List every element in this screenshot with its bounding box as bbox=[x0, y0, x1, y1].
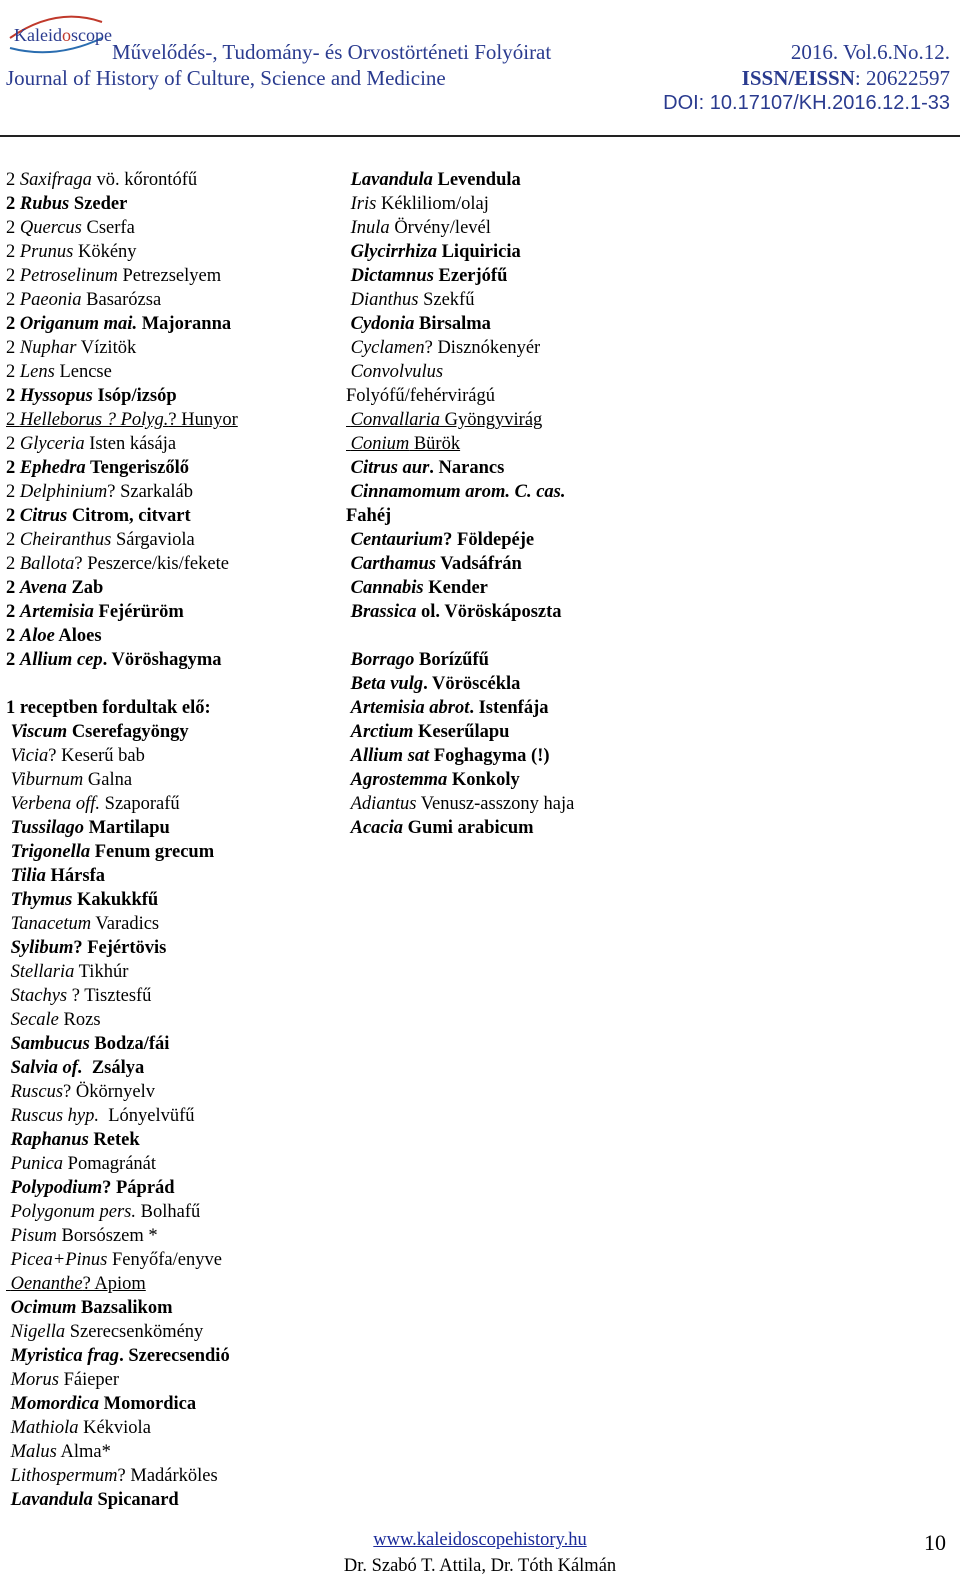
common-name: Aloes bbox=[54, 626, 102, 646]
latin-name: Dianthus bbox=[350, 290, 419, 310]
common-name: . Vöröscékla bbox=[423, 674, 521, 694]
common-name: Folyófű/fehérvirágú bbox=[346, 386, 495, 406]
common-name: ? Fejértövis bbox=[73, 938, 167, 958]
list-item-prefix: 2 bbox=[6, 386, 20, 406]
latin-name: Cyclamen bbox=[350, 338, 425, 358]
latin-name: Delphinium bbox=[19, 482, 108, 502]
latin-name: Ruscus bbox=[10, 1082, 64, 1102]
list-item-prefix: 2 bbox=[6, 602, 20, 622]
page-number: 10 bbox=[924, 1530, 946, 1555]
latin-name: Carthamus bbox=[350, 554, 436, 574]
latin-name: Centaurium bbox=[350, 530, 444, 550]
latin-name: Dictamnus bbox=[350, 266, 434, 286]
journal-doi: DOI: 10.17107/KH.2016.12.1-33 bbox=[663, 92, 950, 114]
common-name: ? Páprád bbox=[102, 1178, 175, 1198]
list-item-prefix: 2 bbox=[6, 170, 20, 190]
common-name: ? Disznókenyér bbox=[424, 338, 541, 358]
latin-name: Lavandula bbox=[10, 1490, 93, 1510]
latin-name: Ephedra bbox=[19, 458, 86, 478]
common-name: Hársfa bbox=[45, 866, 106, 886]
latin-name: Polypodium bbox=[10, 1178, 103, 1198]
list-item bbox=[346, 816, 574, 840]
common-name: . Narancs bbox=[429, 458, 505, 478]
latin-name: Trigonella bbox=[10, 842, 91, 862]
common-name: Fenum grecum bbox=[90, 842, 215, 862]
common-name: Bürök bbox=[409, 434, 461, 454]
list-gap bbox=[6, 672, 238, 696]
list-item bbox=[6, 1344, 238, 1368]
common-name: Rozs bbox=[58, 1010, 101, 1030]
latin-name: Ruscus hyp. bbox=[10, 1106, 99, 1126]
common-name: Konkoly bbox=[447, 770, 520, 790]
latin-name: Nuphar bbox=[19, 338, 77, 358]
list-item bbox=[6, 1176, 238, 1200]
list-item bbox=[346, 792, 574, 816]
list-item-prefix: 2 bbox=[6, 338, 20, 358]
list-item-prefix: 2 bbox=[6, 530, 20, 550]
latin-name: Artemisia abrot bbox=[350, 698, 470, 718]
latin-name: Avena bbox=[19, 578, 67, 598]
list-item bbox=[6, 432, 238, 456]
list-item bbox=[6, 1248, 238, 1272]
list-item bbox=[6, 1416, 238, 1440]
latin-name: Acacia bbox=[350, 818, 404, 838]
common-name: Keserűlapu bbox=[413, 722, 510, 742]
common-name: Basarózsa bbox=[81, 290, 162, 310]
latin-name: Adiantus bbox=[350, 794, 417, 814]
common-name: Citrom, citvart bbox=[67, 506, 191, 526]
journal-issn bbox=[742, 66, 950, 91]
latin-name: Mathiola bbox=[10, 1418, 79, 1438]
latin-name: Allium sat bbox=[350, 746, 430, 766]
latin-name: Stellaria bbox=[10, 962, 75, 982]
list-item bbox=[6, 480, 238, 504]
list-gap bbox=[346, 624, 574, 648]
list-item bbox=[6, 1008, 238, 1032]
list-item bbox=[6, 456, 238, 480]
latin-name: Conium bbox=[350, 434, 410, 454]
latin-name: Tilia bbox=[10, 866, 46, 886]
latin-name: Borrago bbox=[350, 650, 415, 670]
list-item bbox=[6, 264, 238, 288]
common-name: Fejérüröm bbox=[93, 602, 184, 622]
latin-name: Sambucus bbox=[10, 1034, 90, 1054]
common-name: Ezerjófű bbox=[433, 266, 508, 286]
latin-name: Polygonum pers. bbox=[10, 1202, 136, 1222]
common-name: Bazsalikom bbox=[76, 1298, 173, 1318]
list-item bbox=[6, 600, 238, 624]
common-name: . Vöröshagyma bbox=[102, 650, 222, 670]
latin-name: Cydonia bbox=[350, 314, 415, 334]
list-item bbox=[346, 384, 574, 408]
latin-name: Ocimum bbox=[10, 1298, 77, 1318]
list-item bbox=[6, 936, 238, 960]
latin-name: Quercus bbox=[19, 218, 82, 238]
common-name: Birsalma bbox=[414, 314, 491, 334]
common-name: Lencse bbox=[54, 362, 112, 382]
common-name: Retek bbox=[88, 1130, 140, 1150]
list-item bbox=[6, 912, 238, 936]
common-name: Gyöngyvirág bbox=[440, 410, 543, 430]
common-name: ? Ökörnyelv bbox=[63, 1082, 156, 1102]
latin-name: Viscum bbox=[10, 722, 68, 742]
list-item bbox=[6, 1320, 238, 1344]
list-item bbox=[346, 288, 574, 312]
common-name: Kender bbox=[423, 578, 488, 598]
latin-name: Pisum bbox=[10, 1226, 57, 1246]
list-item-prefix: 2 bbox=[6, 506, 20, 526]
svg-text:Kaleidoscope: Kaleidoscope bbox=[14, 25, 112, 45]
latin-name: Rubus bbox=[19, 194, 70, 214]
common-name: ? Szarkaláb bbox=[107, 482, 194, 502]
latin-name: Brassica bbox=[350, 602, 417, 622]
list-item bbox=[6, 1392, 238, 1416]
list-item bbox=[6, 1272, 238, 1296]
journal-title-english: Journal of History of Culture, Science and Medicine bbox=[6, 66, 446, 90]
list-item bbox=[346, 600, 574, 624]
list-item bbox=[6, 1080, 238, 1104]
latin-name: Lithospermum bbox=[10, 1466, 118, 1486]
list-item-prefix: 2 bbox=[6, 314, 20, 334]
latin-name: Beta vulg bbox=[350, 674, 424, 694]
common-name: Tikhúr bbox=[74, 962, 129, 982]
list-item bbox=[6, 408, 238, 432]
common-name: Liquiricia bbox=[436, 242, 521, 262]
latin-name: Paeonia bbox=[19, 290, 82, 310]
latin-name: Prunus bbox=[19, 242, 74, 262]
common-name: Levendula bbox=[432, 170, 521, 190]
list-item bbox=[6, 1224, 238, 1248]
list-item bbox=[346, 480, 574, 504]
list-item bbox=[6, 1152, 238, 1176]
common-name: Szaporafű bbox=[100, 794, 180, 814]
list-item bbox=[346, 720, 574, 744]
latin-name: Cheiranthus bbox=[19, 530, 112, 550]
common-name: Lónyelvüfű bbox=[99, 1106, 195, 1126]
common-name: Varadics bbox=[91, 914, 160, 934]
list-item-prefix: 2 bbox=[6, 218, 20, 238]
list-item bbox=[6, 1128, 238, 1152]
list-item bbox=[346, 336, 574, 360]
list-item bbox=[346, 216, 574, 240]
common-name: Kékviola bbox=[78, 1418, 151, 1438]
common-name: ? Tisztesfű bbox=[67, 986, 152, 1006]
latin-name: Verbena off. bbox=[10, 794, 101, 814]
list-item bbox=[6, 1440, 238, 1464]
list-item bbox=[346, 768, 574, 792]
list-item bbox=[6, 624, 238, 648]
list-item bbox=[6, 504, 238, 528]
latin-name: Convolvulus bbox=[350, 362, 444, 382]
latin-name: Salvia of. bbox=[10, 1058, 83, 1078]
common-name: Alma* bbox=[56, 1442, 111, 1462]
latin-name: Tussilago bbox=[10, 818, 84, 838]
latin-name: Thymus bbox=[10, 890, 73, 910]
common-name: 1 receptben fordultak elő: bbox=[6, 698, 211, 718]
latin-name: Momordica bbox=[10, 1394, 100, 1414]
latin-name: Convallaria bbox=[350, 410, 441, 430]
list-item bbox=[346, 744, 574, 768]
list-item bbox=[6, 384, 238, 408]
latin-name: Allium cep bbox=[19, 650, 103, 670]
footer-authors: Dr. Szabó T. Attila, Dr. Tóth Kálmán bbox=[343, 1556, 617, 1576]
list-item-prefix: 2 bbox=[6, 458, 20, 478]
list-item bbox=[6, 240, 238, 264]
latin-name: Malus bbox=[10, 1442, 57, 1462]
list-item bbox=[346, 696, 574, 720]
list-item bbox=[346, 360, 574, 384]
list-item bbox=[346, 648, 574, 672]
latin-name: Stachys bbox=[10, 986, 68, 1006]
latin-name: Hyssopus bbox=[19, 386, 93, 406]
list-item bbox=[6, 552, 238, 576]
list-item bbox=[6, 192, 238, 216]
list-item bbox=[6, 1200, 238, 1224]
latin-name: Aloe bbox=[19, 626, 55, 646]
common-name: Cserfa bbox=[81, 218, 135, 238]
common-name: Venusz-asszony haja bbox=[416, 794, 575, 814]
common-name: Isten kásája bbox=[84, 434, 177, 454]
list-item bbox=[346, 408, 574, 432]
list-item bbox=[6, 648, 238, 672]
latin-name: Oenanthe bbox=[10, 1274, 83, 1294]
latin-name: Viburnum bbox=[10, 770, 84, 790]
common-name: Momordica bbox=[99, 1394, 197, 1414]
list-item bbox=[6, 360, 238, 384]
list-item bbox=[6, 288, 238, 312]
list-item bbox=[346, 576, 574, 600]
list-item-prefix: 2 bbox=[6, 194, 20, 214]
latin-name: Agrostemma bbox=[350, 770, 448, 790]
list-item bbox=[346, 432, 574, 456]
latin-name: Nigella bbox=[10, 1322, 66, 1342]
list-item-prefix: 2 bbox=[6, 626, 20, 646]
list-item-prefix: 2 bbox=[6, 242, 20, 262]
common-name: Kékliliom/olaj bbox=[376, 194, 489, 214]
common-name: Fáieper bbox=[58, 1370, 120, 1390]
common-name: Fenyőfa/enyve bbox=[107, 1250, 222, 1270]
latin-name: Vicia bbox=[10, 746, 49, 766]
latin-name: Inula bbox=[350, 218, 390, 238]
list-item bbox=[6, 696, 238, 720]
latin-name: Sylibum bbox=[10, 938, 74, 958]
list-item-prefix: 2 bbox=[6, 650, 20, 670]
common-name: Galna bbox=[83, 770, 133, 790]
common-name: Kakukkfű bbox=[72, 890, 159, 910]
list-item bbox=[6, 816, 238, 840]
common-name: ? Keserű bab bbox=[48, 746, 145, 766]
list-item bbox=[346, 456, 574, 480]
latin-name: Cinnamomum arom. C. cas. bbox=[350, 482, 566, 502]
list-item bbox=[6, 336, 238, 360]
list-item bbox=[6, 1056, 238, 1080]
list-item-prefix: 2 bbox=[6, 434, 20, 454]
common-name: ? Peszerce/kis/fekete bbox=[74, 554, 229, 574]
common-name: Petrezselyem bbox=[117, 266, 222, 286]
latin-name: Artemisia bbox=[19, 602, 94, 622]
common-name: ? Madárköles bbox=[117, 1466, 218, 1486]
journal-logo bbox=[6, 8, 112, 56]
latin-name: Lavandula bbox=[350, 170, 433, 190]
common-name: Szekfű bbox=[418, 290, 475, 310]
list-item bbox=[346, 528, 574, 552]
latin-name: Arctium bbox=[350, 722, 414, 742]
latin-name: Tanacetum bbox=[10, 914, 92, 934]
list-item bbox=[6, 1104, 238, 1128]
common-name: Isóp/izsóp bbox=[92, 386, 177, 406]
list-item bbox=[6, 864, 238, 888]
list-item bbox=[346, 192, 574, 216]
latin-name: Ballota bbox=[19, 554, 75, 574]
list-item bbox=[6, 840, 238, 864]
list-item bbox=[6, 528, 238, 552]
list-item bbox=[6, 216, 238, 240]
list-item bbox=[6, 1296, 238, 1320]
common-name: Borsószem * bbox=[56, 1226, 158, 1246]
common-name: Gumi arabicum bbox=[403, 818, 534, 838]
list-item bbox=[6, 1032, 238, 1056]
latin-name: Punica bbox=[10, 1154, 64, 1174]
common-name: Spicanard bbox=[92, 1490, 179, 1510]
common-name: ? Hunyor bbox=[168, 410, 238, 430]
list-item bbox=[6, 1464, 238, 1488]
common-name: ol. Vöröskáposzta bbox=[416, 602, 562, 622]
latin-name: Secale bbox=[10, 1010, 59, 1030]
list-item bbox=[6, 960, 238, 984]
common-name: Kökény bbox=[73, 242, 137, 262]
common-name: Bodza/fái bbox=[89, 1034, 170, 1054]
list-item bbox=[346, 504, 574, 528]
list-item bbox=[6, 576, 238, 600]
list-item bbox=[346, 168, 574, 192]
common-name: ? Apiom bbox=[82, 1274, 146, 1294]
latin-name: Glycirrhiza bbox=[350, 242, 437, 262]
common-name: Sárgaviola bbox=[111, 530, 195, 550]
list-item bbox=[6, 984, 238, 1008]
latin-name: Myristica frag bbox=[10, 1346, 120, 1366]
common-name: Szeder bbox=[69, 194, 128, 214]
list-item-prefix: 2 bbox=[6, 290, 20, 310]
journal-title-hungarian: Művelődés-, Tudomány- és Orvostörténeti Folyóirat bbox=[112, 40, 552, 64]
common-name: . Istenfája bbox=[469, 698, 549, 718]
latin-name: Saxifraga bbox=[19, 170, 92, 190]
latin-name: Morus bbox=[10, 1370, 59, 1390]
list-item-prefix: 2 bbox=[6, 266, 20, 286]
list-item bbox=[6, 768, 238, 792]
list-item bbox=[6, 744, 238, 768]
common-name: Örvény/levél bbox=[389, 218, 491, 238]
journal-issue: 2016. Vol.6.No.12. bbox=[790, 40, 950, 64]
common-name: Tengeriszőlő bbox=[85, 458, 189, 478]
latin-name: Glyceria bbox=[19, 434, 85, 454]
common-name: ? Földepéje bbox=[443, 530, 535, 550]
common-name: Zsálya bbox=[82, 1058, 145, 1078]
common-name: Martilapu bbox=[83, 818, 170, 838]
common-name: Zab bbox=[66, 578, 104, 598]
common-name: Foghagyma (!) bbox=[429, 746, 550, 766]
list-item bbox=[6, 888, 238, 912]
list-item bbox=[6, 168, 238, 192]
list-item bbox=[6, 1488, 238, 1512]
common-name: . Szerecsendió bbox=[119, 1346, 230, 1366]
latin-name: Petroselinum bbox=[19, 266, 118, 286]
issn-label: ISSN/EISSN bbox=[741, 66, 855, 90]
common-name: Szerecsenkömény bbox=[65, 1322, 204, 1342]
list-item-prefix: 2 bbox=[6, 578, 20, 598]
latin-name: Iris bbox=[350, 194, 377, 214]
common-name: Borízűfű bbox=[414, 650, 489, 670]
list-item bbox=[346, 312, 574, 336]
common-name: Cserefagyöngy bbox=[67, 722, 189, 742]
list-item-prefix: 2 bbox=[6, 410, 20, 430]
header-divider bbox=[0, 135, 960, 137]
latin-name: Lens bbox=[19, 362, 55, 382]
list-item-prefix: 2 bbox=[6, 554, 20, 574]
latin-name: Citrus aur bbox=[350, 458, 430, 478]
issn-value: : 20622597 bbox=[854, 66, 950, 90]
common-name: Pomagránát bbox=[63, 1154, 157, 1174]
common-name: Fahéj bbox=[346, 506, 392, 526]
list-item bbox=[6, 1368, 238, 1392]
right-column-list bbox=[346, 168, 574, 840]
common-name: Vízitök bbox=[76, 338, 137, 358]
list-item bbox=[6, 720, 238, 744]
list-item bbox=[346, 552, 574, 576]
list-item bbox=[346, 240, 574, 264]
latin-name: Picea+Pinus bbox=[10, 1250, 108, 1270]
common-name: Vadsáfrán bbox=[435, 554, 522, 574]
left-column-list bbox=[6, 168, 238, 1512]
latin-name: Citrus bbox=[19, 506, 68, 526]
list-item bbox=[6, 792, 238, 816]
latin-name: Origanum mai. bbox=[19, 314, 138, 334]
common-name: Bolhafű bbox=[136, 1202, 201, 1222]
list-item bbox=[6, 312, 238, 336]
footer-website-link[interactable]: www.kaleidoscopehistory.hu bbox=[373, 1530, 587, 1550]
latin-name: Cannabis bbox=[350, 578, 424, 598]
list-item-prefix: 2 bbox=[6, 362, 20, 382]
common-name: Majoranna bbox=[137, 314, 232, 334]
list-item bbox=[346, 264, 574, 288]
latin-name: Helleborus ? Polyg. bbox=[19, 410, 169, 430]
common-name: vö. kőrontófű bbox=[91, 170, 198, 190]
list-item bbox=[346, 672, 574, 696]
latin-name: Raphanus bbox=[10, 1130, 89, 1150]
list-item-prefix: 2 bbox=[6, 482, 20, 502]
